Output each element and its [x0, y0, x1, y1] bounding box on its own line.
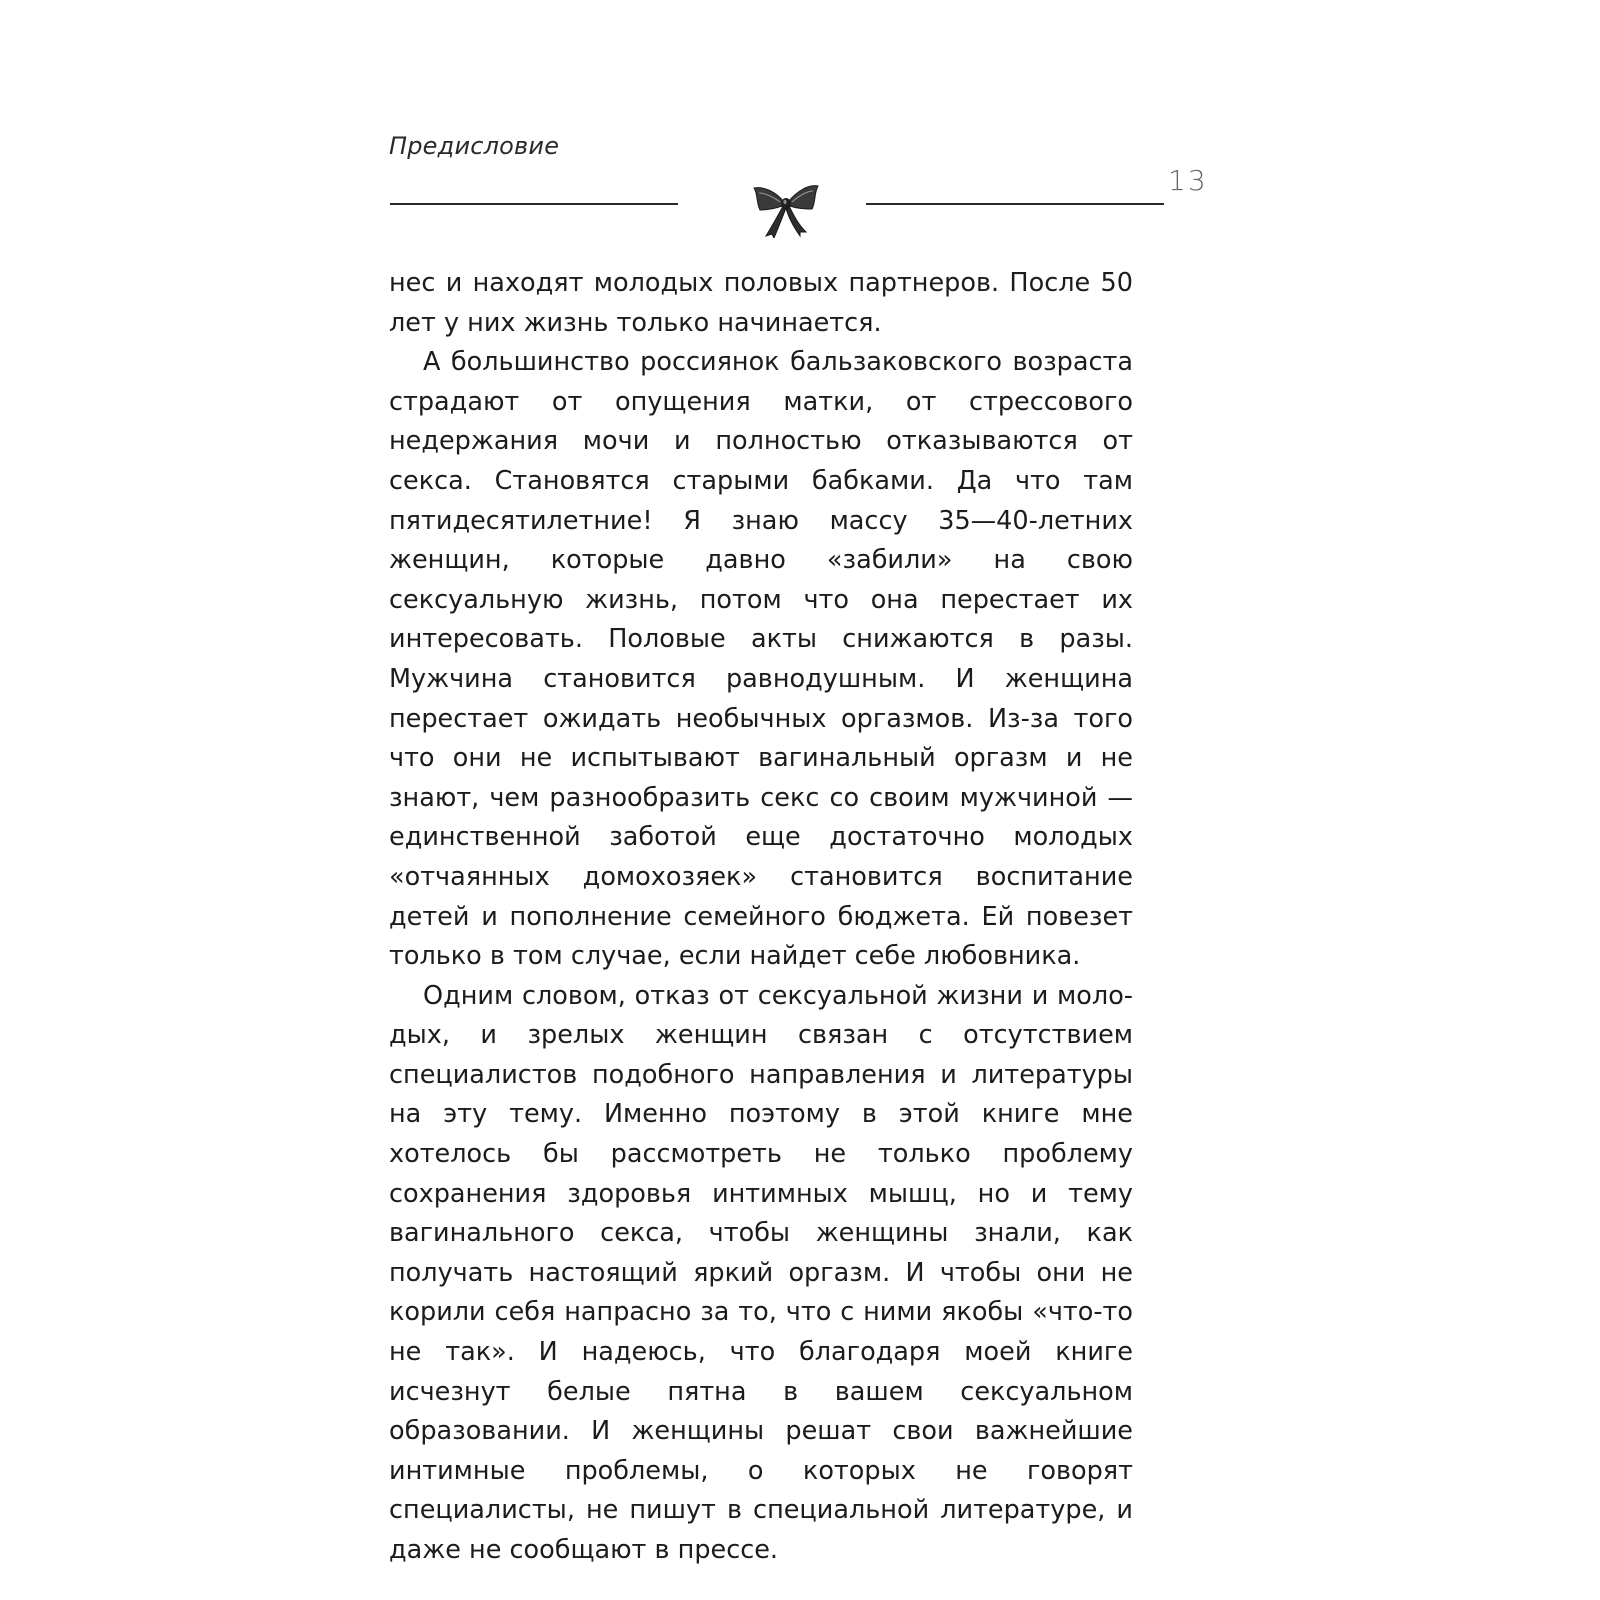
- page-number: 13: [1168, 164, 1208, 197]
- running-head-title: Предисловие: [389, 132, 560, 160]
- header-rule-right: [866, 203, 1164, 205]
- paragraph-2: А большинство россиянок бальзаковского возраста страдают от опущения матки, от стрессового недержания мочи и полностью отказываются от секса. Становятся старыми бабками. Да что там пятидесятилетние! Я знаю массу 35—40-летних женщин, которые давно «забили» на свою сексуальную жизнь, потом что она перестает их интересовать. Половые акты снижаются в разы. Мужчина становится равнодушным. И женщина перестает ожидать необычных оргазмов. Из-за того что они не испытывают вагинальный оргазм и не знают, чем разнообразить секс со своим мужчиной — единственной заботой еще достаточно молодых «отчаянных домохозяек» становится воспитание детей и пополнение семейного бюджета. Ей повезет только в том случае, если найдет себе любовника.: [389, 347, 1133, 972]
- paragraph-3: Одним словом, отказ от сексуальной жизни и молодых, и зрелых женщин связан с отсутствием специалистов подобного направления и литературы на эту тему. Именно поэтому в этой книге мне хотелось бы рассмотреть не только проблему сохранения здоровья интимных мышц, но и тему вагинального секса, чтобы женщины знали, как получать настоящий яркий оргазм. И чтобы они не корили себя напрасно за то, что с ними якобы «что-то не так». И надеюсь, что благодаря моей книге исчезнут белые пятна в вашем сексуальном образовании. И женщины решат свои важнейшие интимные проблемы, о которых не говорят специалисты, не пишут в специальной литературе, и даже не сообщают в прессе.: [389, 980, 1133, 1565]
- bow-ornament-icon: [750, 180, 822, 238]
- header-rule-left: [390, 203, 678, 205]
- body-text: [389, 264, 1133, 1571]
- paragraph-1: нес и находят молодых половых партнеров. После 50 лет у них жизнь только начинается.: [389, 268, 1133, 338]
